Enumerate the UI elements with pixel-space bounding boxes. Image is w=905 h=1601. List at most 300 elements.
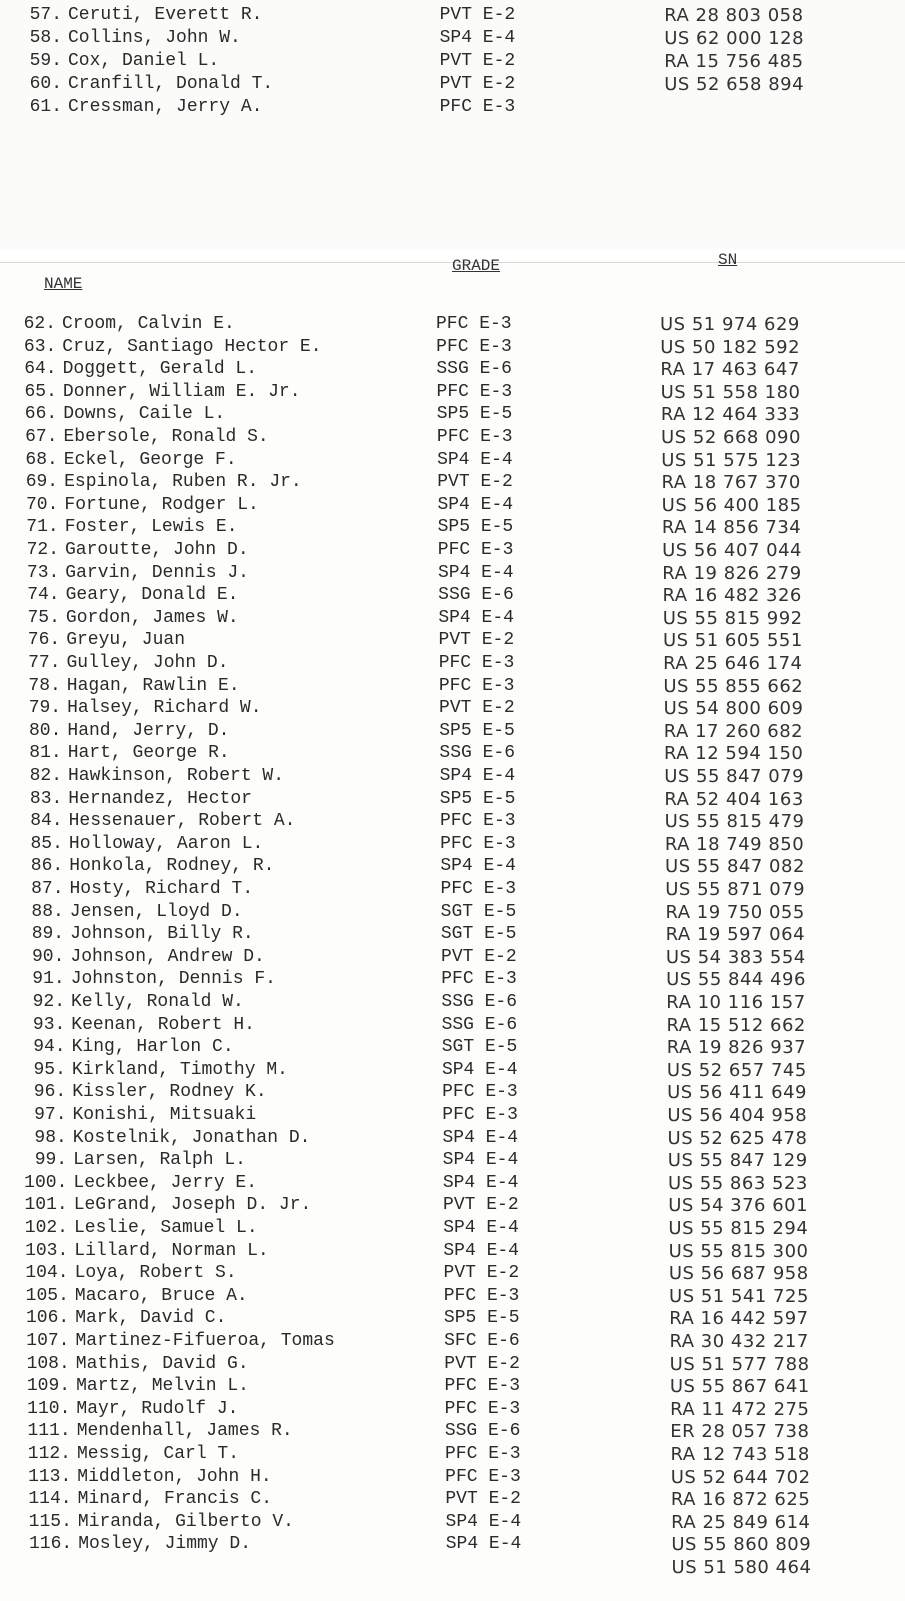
table-row	[0, 471, 905, 494]
row-sn: US 56 407 044	[662, 540, 802, 561]
row-sn: US 51 577 788	[669, 1353, 810, 1375]
row-sn: RA 14 856 734	[661, 517, 802, 539]
row-sn: US 55 863 523	[667, 1172, 808, 1194]
row-sn: US 54 376 601	[668, 1195, 809, 1217]
row-number: 115.	[28, 1511, 72, 1532]
table-row	[0, 73, 905, 96]
row-grade: SP4 E-4	[438, 607, 514, 628]
row-name: Keenan, Robert H.	[71, 1014, 255, 1035]
row-name: Hawkinson, Robert W.	[68, 766, 285, 786]
row-grade: PFC E-3	[440, 879, 517, 899]
table-row	[0, 629, 905, 652]
row-grade: PFC E-3	[443, 1285, 520, 1306]
row-number: 57.	[29, 5, 62, 25]
table-row	[0, 1466, 905, 1489]
row-sn: US 55 815 479	[664, 811, 805, 833]
row-name: Garoutte, John D.	[65, 540, 249, 560]
row-grade: SGT E-5	[440, 924, 517, 945]
row-number: 82.	[29, 766, 62, 786]
row-number: 104.	[25, 1263, 69, 1284]
row-number: 69.	[25, 472, 59, 493]
row-sn: US 52 625 478	[667, 1127, 808, 1149]
row-number: 101.	[24, 1195, 68, 1216]
row-grade: PFC E-3	[438, 653, 515, 673]
row-sn: RA 19 826 279	[662, 562, 802, 584]
row-name: Collins, John W.	[68, 28, 241, 48]
row-number: 71.	[26, 517, 59, 538]
row-sn: RA 16 872 625	[670, 1489, 811, 1511]
row-number: 62.	[23, 314, 56, 334]
row-sn: US 51 974 629	[660, 314, 800, 335]
row-number: 112.	[27, 1444, 71, 1464]
table-row	[0, 381, 905, 404]
row-sn: US 51 541 725	[669, 1285, 809, 1307]
row-number: 81.	[29, 743, 62, 764]
row-number: 85.	[30, 833, 63, 854]
row-grade: PFC E-3	[436, 314, 512, 334]
table-row	[0, 1443, 905, 1466]
row-grade: SP5 E-5	[437, 517, 514, 538]
row-number: 91.	[32, 969, 65, 990]
table-row	[0, 1307, 905, 1330]
row-sn: RA 30 432 217	[669, 1331, 809, 1352]
row-name: Leckbee, Jerry E.	[73, 1172, 258, 1193]
row-name: Hart, George R.	[67, 743, 230, 764]
row-sn: RA 52 404 163	[664, 788, 804, 810]
row-grade: PFC E-3	[436, 336, 512, 357]
row-sn: US 50 182 592	[660, 336, 801, 358]
table-row	[0, 697, 905, 720]
row-number: 75.	[27, 607, 60, 628]
table-row	[0, 833, 905, 856]
table-row	[0, 50, 905, 73]
table-row	[0, 426, 905, 449]
row-number: 58.	[29, 28, 62, 48]
row-grade: PFC E-3	[445, 1466, 521, 1487]
row-grade: PFC E-3	[439, 811, 516, 832]
row-name: Gordon, James W.	[65, 607, 239, 628]
row-grade: SP5 E-5	[443, 1308, 520, 1329]
row-sn: US 55 815 294	[668, 1218, 809, 1239]
row-grade: SSG E-6	[438, 585, 514, 606]
row-sn: US 51 575 123	[661, 449, 802, 471]
row-sn: US 51 605 551	[662, 630, 803, 652]
table-row	[0, 1262, 905, 1285]
row-sn: RA 25 849 614	[671, 1511, 811, 1533]
row-number: 109.	[26, 1376, 71, 1397]
row-grade: SP5 E-5	[439, 788, 516, 809]
table-row	[0, 1533, 905, 1556]
row-sn: RA 12 743 518	[670, 1444, 810, 1465]
row-name: Eckel, George F.	[63, 449, 237, 470]
row-number: 79.	[28, 698, 62, 719]
row-sn: US 54 383 554	[665, 946, 806, 968]
row-name: Geary, Donald E.	[65, 585, 239, 606]
table-row	[0, 855, 905, 878]
row-sn: US 56 400 185	[661, 494, 802, 516]
table-row	[0, 946, 905, 969]
row-name: Fortune, Rodger L.	[64, 494, 259, 515]
row-name: Cruz, Santiago Hector E.	[62, 336, 322, 357]
row-name: Messig, Carl T.	[77, 1444, 240, 1464]
table-row	[0, 1398, 905, 1421]
row-grade: SP4 E-4	[443, 1218, 519, 1238]
table-row	[0, 336, 905, 359]
row-name: Martz, Melvin L.	[76, 1376, 249, 1397]
row-grade: SP5 E-5	[436, 404, 513, 425]
row-name: Johnston, Dennis F.	[70, 969, 276, 990]
row-number: 63.	[23, 336, 57, 357]
row-name: King, Harlon C.	[71, 1037, 234, 1058]
row-name: Mendenhall, James R.	[76, 1421, 293, 1442]
row-name: Holloway, Aaron L.	[68, 833, 264, 854]
table-row	[0, 607, 905, 630]
row-grade: SSG E-6	[441, 1014, 518, 1035]
row-number: 59.	[29, 51, 62, 71]
row-sn: RA 16 442 597	[669, 1308, 809, 1330]
row-number: 65.	[24, 381, 57, 402]
row-sn: US 52 644 702	[670, 1466, 811, 1488]
row-name: Gulley, John D.	[66, 653, 229, 673]
table-row	[0, 1285, 905, 1308]
table-row	[0, 1375, 905, 1398]
row-grade: SP4 E-4	[443, 1240, 519, 1261]
row-grade: PVT E-2	[439, 74, 516, 94]
row-number: 93.	[32, 1014, 66, 1035]
row-grade: PFC E-3	[445, 1444, 521, 1464]
row-number: 72.	[26, 540, 59, 560]
row-grade: PVT E-2	[443, 1263, 520, 1284]
row-name: Kostelnik, Jonathan D.	[72, 1127, 311, 1148]
row-sn: US 52 657 745	[666, 1059, 807, 1081]
row-grade: SSG E-6	[444, 1421, 521, 1442]
row-name: Hernandez, Hector	[68, 788, 252, 809]
row-name: Minard, Francis C.	[77, 1489, 273, 1510]
row-grade: PFC E-3	[440, 833, 516, 854]
row-number: 70.	[25, 494, 59, 515]
row-name: Kelly, Ronald W.	[71, 992, 244, 1012]
table-row	[0, 1511, 905, 1534]
row-number: 105.	[25, 1285, 69, 1306]
row-sn: RA 17 463 647	[660, 359, 800, 381]
row-sn: RA 18 767 370	[661, 472, 801, 494]
table-row	[0, 1014, 905, 1037]
table-row	[0, 494, 905, 517]
row-number: 110.	[27, 1398, 71, 1419]
row-name: Doggett, Gerald L.	[62, 359, 258, 380]
table-row	[0, 449, 905, 472]
row-name: Kissler, Rodney K.	[72, 1082, 267, 1103]
row-number: 99.	[34, 1150, 68, 1171]
row-sn: RA 19 750 055	[665, 901, 805, 923]
row-sn: US 51 580 464	[671, 1557, 812, 1578]
row-name: Cox, Daniel L.	[68, 51, 220, 71]
row-number: 80.	[28, 720, 62, 741]
row-number: 67.	[25, 427, 58, 447]
row-name: Johnson, Andrew D.	[70, 946, 265, 967]
row-number: 113.	[28, 1466, 72, 1487]
row-name: Hagan, Rawlin E.	[66, 675, 240, 696]
row-grade: PVT E-2	[437, 472, 513, 493]
row-name: Cressman, Jerry A.	[68, 97, 263, 117]
row-sn: US 52 668 090	[661, 427, 801, 448]
row-number: 87.	[31, 879, 64, 899]
table-row	[0, 788, 905, 811]
row-grade: SP4 E-4	[441, 1059, 518, 1080]
row-grade: SP4 E-4	[442, 1127, 519, 1148]
row-name: Larsen, Ralph L.	[73, 1150, 246, 1171]
row-name: Mosley, Jimmy D.	[78, 1534, 252, 1555]
row-name: Konishi, Mitsuaki	[72, 1105, 257, 1125]
table-row	[0, 1036, 905, 1059]
table-row	[0, 1420, 905, 1443]
table-row	[0, 742, 905, 765]
row-sn: RA 12 464 333	[660, 404, 801, 426]
row-grade: SSG E-6	[436, 359, 512, 380]
table-row	[0, 1488, 905, 1511]
row-grade: SGT E-5	[441, 1037, 518, 1058]
row-name: Leslie, Samuel L.	[74, 1218, 258, 1238]
row-sn: RA 25 646 174	[663, 653, 803, 674]
row-name: Cranfill, Donald T.	[68, 74, 274, 94]
row-name: Mathis, David G.	[75, 1353, 249, 1374]
row-name: Espinola, Ruben R. Jr.	[64, 472, 302, 493]
row-sn: US 55 847 082	[665, 856, 805, 878]
row-sn: US 55 871 079	[665, 879, 806, 900]
row-number: 96.	[33, 1082, 67, 1103]
row-number: 86.	[30, 856, 64, 877]
row-sn: US 52 658 894	[664, 74, 805, 95]
row-grade: PFC E-3	[444, 1376, 521, 1397]
row-name: Hand, Jerry, D.	[67, 720, 230, 741]
row-sn: US 55 847 079	[664, 766, 805, 787]
top-sheet	[0, 0, 905, 250]
row-sn: RA 19 597 064	[665, 924, 806, 946]
row-sn: RA 16 482 326	[662, 585, 802, 607]
row-number: 68.	[25, 449, 58, 470]
row-grade: SP4 E-4	[439, 766, 516, 786]
row-number: 97.	[34, 1105, 67, 1125]
row-number: 111.	[27, 1421, 71, 1442]
row-sn: US 56 411 649	[667, 1082, 808, 1104]
row-name: LeGrand, Joseph D. Jr.	[73, 1195, 312, 1216]
row-grade: PVT E-2	[443, 1195, 519, 1216]
row-number: 103.	[25, 1240, 69, 1261]
row-name: Ceruti, Everett R.	[68, 5, 263, 25]
row-number: 102.	[24, 1218, 68, 1238]
row-grade: PFC E-3	[442, 1082, 518, 1103]
row-grade: PVT E-2	[445, 1489, 521, 1510]
row-name: Johnson, Billy R.	[70, 924, 254, 945]
table-row	[0, 652, 905, 675]
row-number: 100.	[24, 1172, 68, 1193]
row-name: Miranda, Gilberto V.	[77, 1511, 294, 1532]
row-grade: PVT E-2	[439, 51, 516, 71]
row-grade: SSG E-6	[441, 992, 518, 1012]
table-row	[0, 968, 905, 991]
table-row	[0, 1059, 905, 1082]
table-row	[0, 1353, 905, 1376]
row-name: Macaro, Bruce A.	[74, 1285, 248, 1306]
table-row	[0, 403, 905, 426]
header-sn: SN	[718, 251, 738, 269]
row-name: Honkola, Rodney, R.	[69, 856, 275, 877]
row-grade: SP4 E-4	[445, 1511, 522, 1532]
row-number: 89.	[31, 924, 65, 945]
row-sn: US 62 000 128	[664, 28, 805, 49]
header-grade: GRADE	[452, 257, 501, 275]
row-sn: RA 28 803 058	[664, 5, 804, 26]
row-number: 92.	[32, 992, 65, 1012]
row-name: Middleton, John H.	[77, 1466, 272, 1487]
row-sn: US 51 558 180	[660, 381, 801, 403]
table-row	[0, 923, 905, 946]
row-number: 84.	[30, 811, 63, 832]
row-name: Mayr, Rudolf J.	[76, 1398, 239, 1419]
table-row	[0, 1556, 905, 1579]
row-sn: US 56 404 958	[667, 1105, 808, 1126]
row-sn: RA 15 512 662	[666, 1014, 806, 1036]
row-number: 78.	[28, 675, 61, 696]
table-row	[0, 1240, 905, 1263]
row-sn: RA 11 472 275	[670, 1398, 810, 1420]
row-name: Donner, William E. Jr.	[62, 381, 301, 402]
row-number: 108.	[26, 1353, 70, 1374]
main-sheet	[0, 251, 905, 1601]
row-grade: SP4 E-4	[440, 856, 516, 877]
row-grade: SP4 E-4	[437, 494, 514, 515]
row-grade: PFC E-3	[441, 969, 517, 990]
row-number: 64.	[24, 359, 57, 380]
row-number: 77.	[28, 653, 61, 673]
table-row	[0, 1081, 905, 1104]
row-name: Greyu, Juan	[66, 630, 186, 651]
row-number: 90.	[31, 946, 65, 967]
row-sn: RA 10 116 157	[666, 992, 806, 1013]
row-sn: RA 19 826 937	[666, 1037, 807, 1059]
row-sn: US 55 867 641	[669, 1376, 810, 1398]
row-grade: PFC E-3	[436, 381, 513, 402]
table-row	[0, 313, 905, 336]
row-name: Martinez-Fifueroa, Tomas	[75, 1331, 335, 1351]
row-number: 66.	[24, 404, 58, 425]
table-row	[0, 991, 905, 1014]
table-row	[0, 1172, 905, 1195]
row-name: Jensen, Lloyd D.	[69, 901, 243, 922]
table-row	[0, 358, 905, 381]
row-grade: PFC E-3	[438, 675, 515, 696]
row-grade: PFC E-3	[444, 1398, 521, 1419]
row-grade: PFC E-3	[436, 427, 513, 447]
row-sn: ER 28 057 738	[670, 1421, 810, 1443]
row-grade: SGT E-5	[440, 901, 517, 922]
row-name: Hessenauer, Robert A.	[68, 811, 296, 832]
row-sn: US 55 847 129	[667, 1150, 808, 1172]
table-row	[0, 1149, 905, 1172]
row-grade: PVT E-2	[444, 1353, 520, 1374]
row-grade: SP4 E-4	[442, 1172, 519, 1193]
row-sn: RA 18 749 850	[664, 833, 805, 855]
row-number: 95.	[33, 1059, 66, 1080]
header-name: NAME	[44, 275, 83, 293]
table-row	[0, 562, 905, 585]
row-name: Ebersole, Ronald S.	[63, 427, 269, 447]
table-row	[0, 96, 905, 119]
table-row	[0, 516, 905, 539]
row-number: 114.	[28, 1489, 72, 1510]
row-sn: US 54 800 609	[663, 698, 804, 720]
table-row	[0, 1330, 905, 1353]
table-row	[0, 584, 905, 607]
row-name: Croom, Calvin E.	[62, 314, 235, 334]
table-row	[0, 720, 905, 743]
row-grade: SP4 E-4	[445, 1534, 522, 1555]
row-sn: US 55 860 809	[671, 1534, 812, 1556]
row-sn: US 55 855 662	[663, 675, 804, 697]
row-grade: PVT E-2	[438, 630, 515, 651]
table-row	[0, 1127, 905, 1150]
row-name: Lillard, Norman L.	[74, 1240, 269, 1261]
row-name: Hosty, Richard T.	[69, 879, 254, 899]
row-grade: PFC E-3	[442, 1105, 518, 1125]
row-grade: PVT E-2	[439, 5, 516, 25]
table-row	[0, 1217, 905, 1240]
row-name: Loya, Robert S.	[74, 1263, 237, 1284]
row-grade: PVT E-2	[439, 698, 515, 719]
row-number: 98.	[34, 1127, 67, 1148]
row-grade: PFC E-3	[437, 540, 514, 560]
row-number: 76.	[27, 630, 61, 651]
row-name: Downs, Caile L.	[63, 404, 226, 425]
row-number: 60.	[29, 74, 62, 94]
row-grade: SP5 E-5	[439, 720, 515, 741]
row-grade: SP4 E-4	[439, 28, 516, 48]
row-sn: RA 17 260 682	[663, 720, 804, 742]
row-number: 61.	[29, 97, 62, 117]
row-name: Foster, Lewis E.	[64, 517, 238, 538]
row-sn: US 55 844 496	[666, 969, 806, 991]
table-row	[0, 27, 905, 50]
row-sn: US 56 687 958	[668, 1263, 809, 1285]
row-sn: US 55 815 992	[662, 607, 803, 629]
row-grade: SP4 E-4	[437, 562, 514, 583]
row-number: 73.	[26, 562, 60, 583]
row-number: 94.	[33, 1037, 66, 1058]
row-grade: PVT E-2	[441, 946, 517, 967]
row-name: Kirkland, Timothy M.	[71, 1059, 288, 1080]
row-grade: SP4 E-4	[437, 449, 513, 470]
row-sn: US 55 815 300	[668, 1240, 809, 1262]
table-row	[0, 1104, 905, 1127]
row-number: 106.	[25, 1308, 70, 1329]
table-row	[0, 1194, 905, 1217]
row-grade: SSG E-6	[439, 743, 516, 764]
row-name: Garvin, Dennis J.	[65, 562, 249, 583]
table-row	[0, 765, 905, 788]
row-number: 107.	[26, 1331, 70, 1351]
row-grade: PFC E-3	[439, 97, 516, 117]
row-name: Halsey, Richard W.	[67, 698, 262, 719]
row-number: 116.	[28, 1534, 73, 1555]
row-sn: RA 12 594 150	[663, 743, 804, 765]
table-row	[0, 810, 905, 833]
row-number: 74.	[27, 585, 60, 606]
row-number: 88.	[31, 901, 64, 922]
table-row	[0, 878, 905, 901]
row-sn: RA 15 756 485	[664, 51, 804, 72]
row-name: Mark, David C.	[75, 1308, 227, 1329]
row-grade: SP4 E-4	[442, 1150, 519, 1171]
